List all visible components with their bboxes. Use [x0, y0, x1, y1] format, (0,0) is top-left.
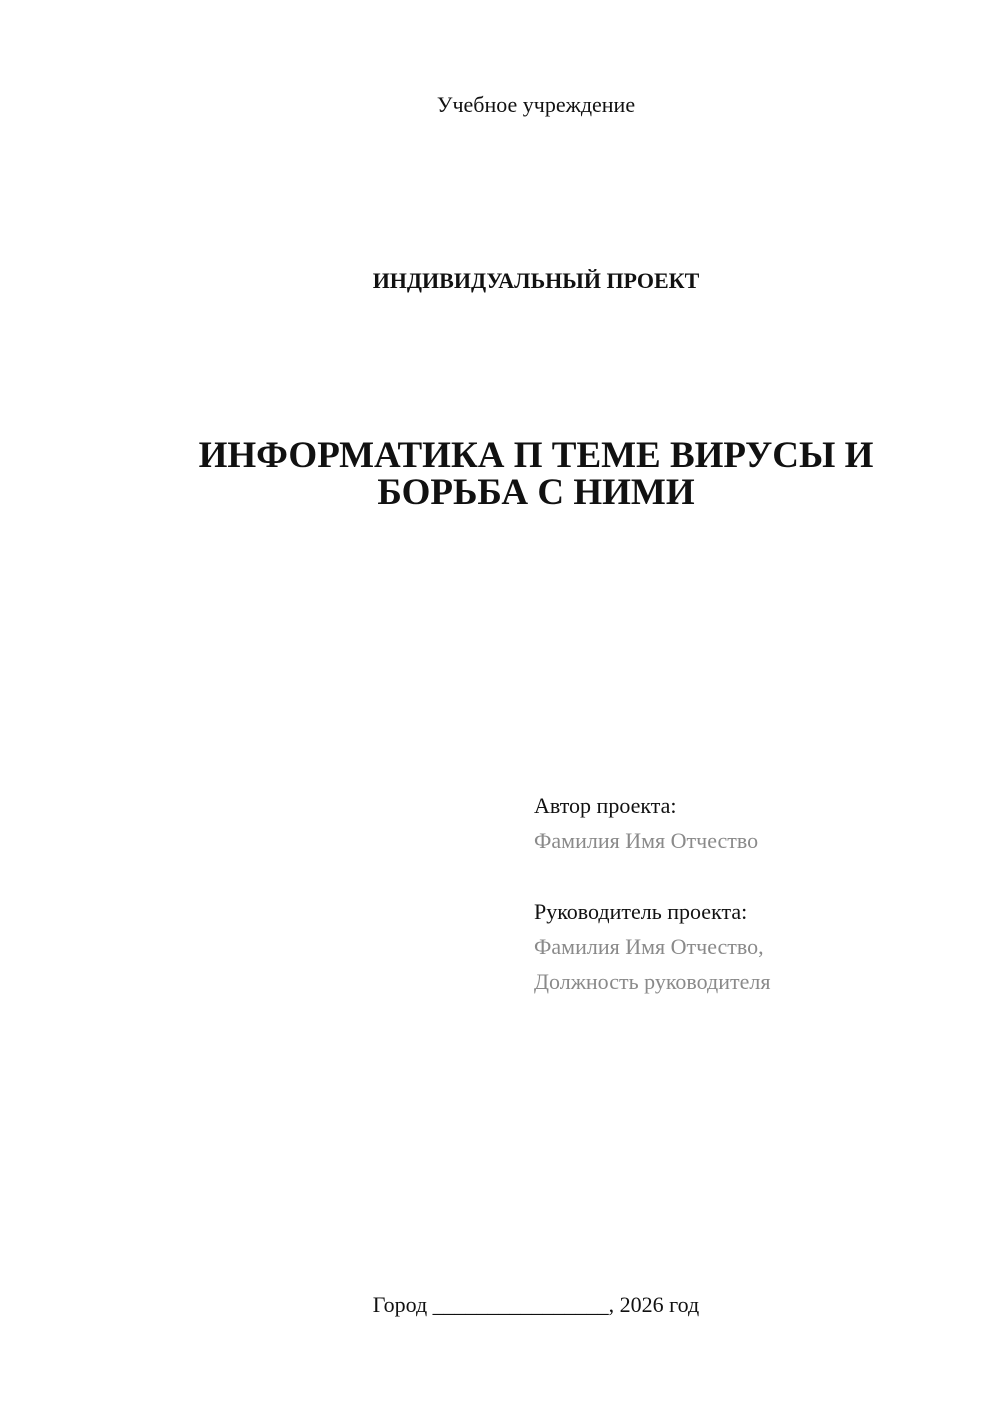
project-info-block [534, 788, 974, 999]
document-title [150, 437, 922, 511]
institution-name: Учебное учреждение [436, 92, 636, 117]
supervisor-name: Фамилия Имя Отчество, [534, 934, 764, 959]
document-title-line-1: ИНФОРМАТИКА П ТЕМЕ ВИРУСЫ И [198, 435, 874, 476]
document-type: ИНДИВИДУАЛЬНЫЙ ПРОЕКТ [372, 268, 700, 293]
author-label: Автор проекта: [534, 793, 677, 818]
info-spacer [534, 858, 974, 894]
supervisor-label: Руководитель проекта: [534, 899, 748, 924]
author-name: Фамилия Имя Отчество [534, 828, 759, 853]
supervisor-position: Должность руководителя [534, 969, 771, 994]
document-title-line-2: БОРЬБА С НИМИ [377, 472, 695, 513]
city-year-footer: Город ________________, 2026 год [372, 1292, 700, 1317]
